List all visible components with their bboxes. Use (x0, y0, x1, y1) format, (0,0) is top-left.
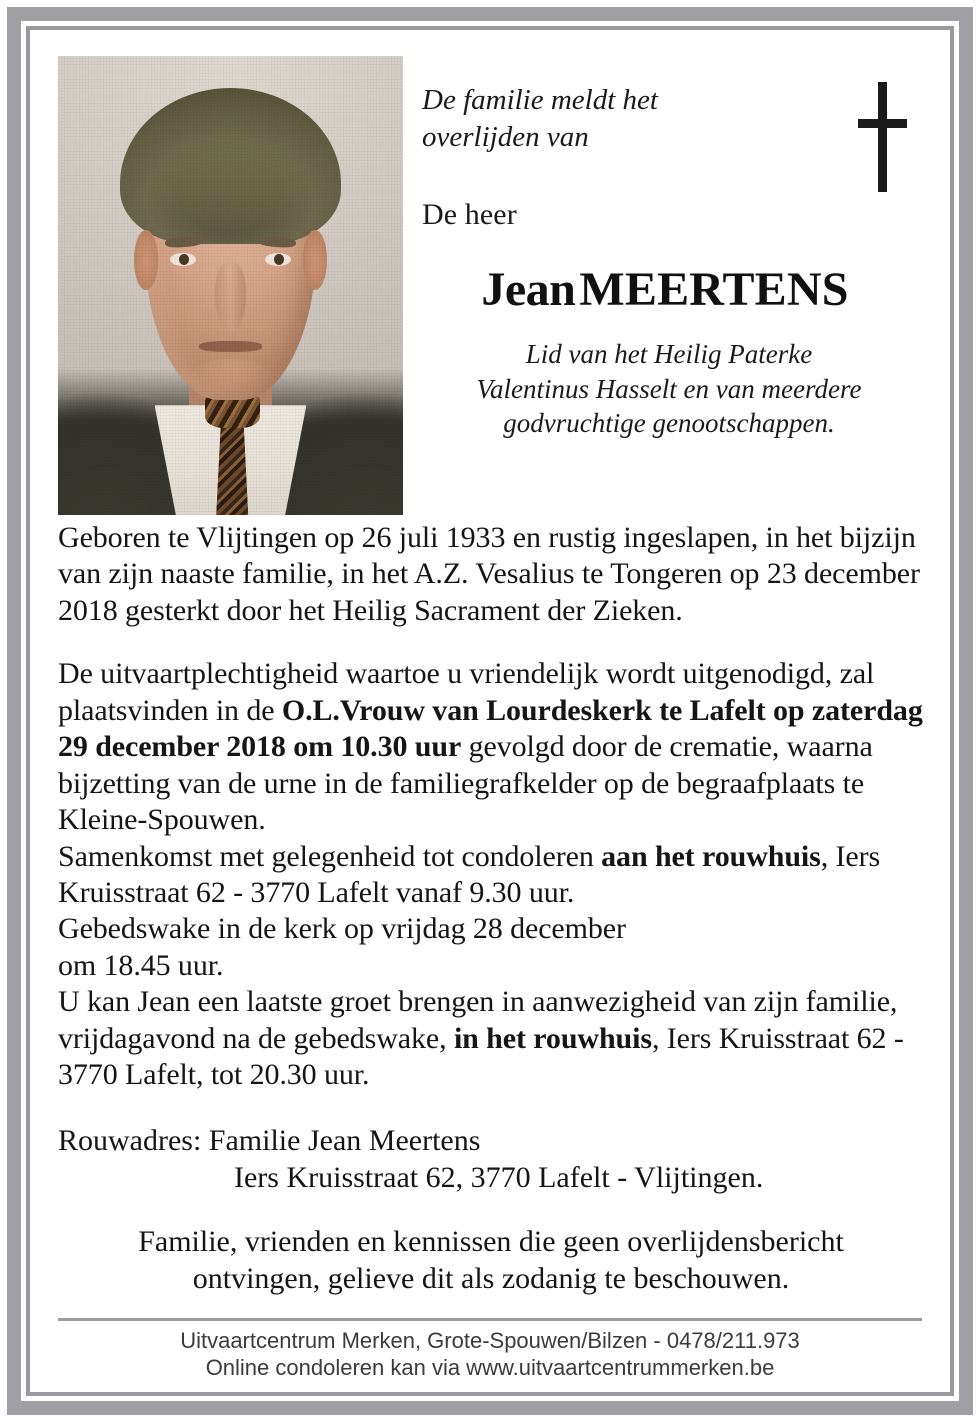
gathering-text-2: , Iers Kruisstraat 62 - 3770 Lafelt vanaf 9.30 uur. (58, 839, 881, 909)
deceased-last-name: MEERTENS (579, 263, 849, 317)
vigil-line2: om 18.45 uur. (58, 948, 224, 982)
closing-line1: Familie, vrienden en kennissen die geen overlijdensbericht (138, 1224, 844, 1258)
photo-ear-right (303, 230, 327, 290)
service-text-1: De uitvaartplechtigheid waartoe u vriendelijk wordt uitgenodigd, zal plaatsvinden in de (58, 657, 875, 727)
paragraph-farewell (58, 984, 924, 1093)
paragraph-service (58, 656, 924, 838)
footer-divider (58, 1318, 922, 1321)
closing-line2: ontvingen, gelieve dit als zodanig te beschouwen. (192, 1261, 790, 1295)
announcement-lead-line2: overlijden van (422, 121, 589, 154)
notice-header-area (30, 30, 950, 520)
farewell-text-1: U kan Jean een laatste groet brengen in aanwezigheid van zijn familie, vrijdagavond na de gebedswake, (58, 985, 898, 1055)
notice-body (30, 520, 950, 1297)
photo-mouth (199, 341, 261, 352)
latin-cross-icon (856, 82, 908, 192)
announcement-lead-line1: De familie meldt het (422, 84, 658, 116)
funeral-home-info (30, 1327, 950, 1388)
mourning-address-line1: Rouwadres: Familie Jean Meertens (58, 1123, 481, 1157)
announcement-lead (422, 82, 752, 156)
card-content (30, 30, 950, 1392)
service-highlight: O.L.Vrouw van Lourdeskerk te Lafelt op zaterdag 29 december 2018 om 10.30 uur (58, 693, 923, 764)
cross-vertical-bar (878, 82, 887, 192)
cross-horizontal-bar (858, 119, 907, 128)
membership-line1: Lid van het Heilig Paterke (525, 339, 813, 370)
vigil-line1: Gebedswake in de kerk op vrijdag 28 december (58, 912, 626, 946)
portrait-photo (58, 56, 403, 515)
gathering-text-1: Samenkomst met gelegenheid tot condoleren (58, 839, 602, 873)
deceased-first-name: Jean (481, 263, 576, 317)
service-text-2: gevolgd door de crematie, waarna bijzetting van de urne in de familiegrafkelder op de begraafplaats te Kleine-Spouwen. (58, 730, 873, 837)
deceased-name (422, 262, 930, 317)
farewell-text-2: , Iers Kruisstraat 62 - 3770 Lafelt, tot 20.30 uur. (58, 1021, 904, 1092)
paragraph-gathering (58, 839, 924, 912)
card-inner-border (26, 26, 954, 1396)
closing-note (58, 1224, 924, 1297)
membership-line3: godvruchtige genootschappen. (503, 407, 835, 438)
funeral-home-line1: Uitvaartcentrum Merken, Grote-Spouwen/Bilzen - 0478/211.973 (180, 1327, 800, 1353)
card-outer-border (7, 7, 973, 1415)
paragraph-vigil (58, 911, 924, 984)
photo-chin (189, 359, 272, 396)
photo-ear-left (134, 230, 158, 290)
photo-nose (215, 263, 246, 332)
funeral-home-line2[interactable]: Online condoleren kan via www.uitvaartcentrummerken.be (205, 1355, 775, 1381)
header-text-column (422, 82, 930, 440)
mourning-address-line2: Iers Kruisstraat 62, 3770 Lafelt - Vlijtingen. (234, 1160, 764, 1194)
membership-line2: Valentinus Hasselt en van meerdere (476, 373, 862, 404)
mourning-address (58, 1122, 924, 1196)
membership-note (422, 337, 930, 440)
card-border-gap (21, 21, 959, 1401)
notice-footer (30, 1318, 950, 1388)
salutation: De heer (422, 198, 517, 232)
paragraph-birth-death: Geboren te Vlijtingen op 26 juli 1933 en rustig ingeslapen, in het bijzijn van zijn naaste familie, in het A.Z. Vesalius te Tongeren op 23 december 2018 gesterkt door het Heilig Sacrament der Zieken. (58, 521, 920, 627)
gathering-highlight: aan het rouwhuis (601, 839, 821, 873)
farewell-highlight: in het rouwhuis (453, 1021, 652, 1055)
